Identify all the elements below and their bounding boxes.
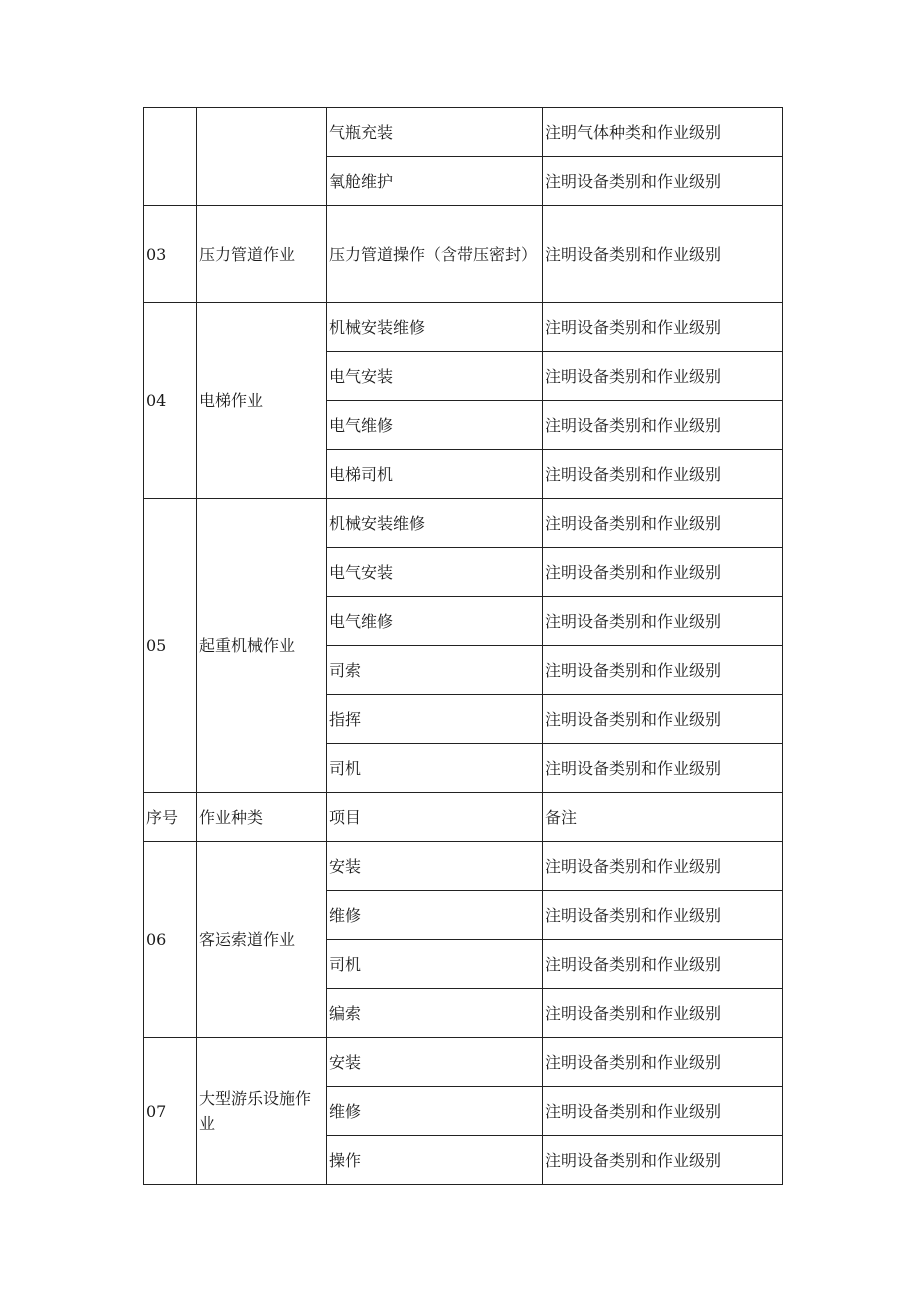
note-cell: 注明气体种类和作业级别 bbox=[543, 108, 783, 157]
note-cell: 注明设备类别和作业级别 bbox=[543, 940, 783, 989]
note-cell: 注明设备类别和作业级别 bbox=[543, 401, 783, 450]
note-cell: 注明设备类别和作业级别 bbox=[543, 1087, 783, 1136]
item-cell: 气瓶充装 bbox=[327, 108, 543, 157]
note-cell: 注明设备类别和作业级别 bbox=[543, 989, 783, 1038]
category-cell bbox=[197, 108, 327, 206]
note-cell: 注明设备类别和作业级别 bbox=[543, 352, 783, 401]
note-cell: 注明设备类别和作业级别 bbox=[543, 206, 783, 303]
note-cell: 注明设备类别和作业级别 bbox=[543, 1136, 783, 1185]
note-cell: 注明设备类别和作业级别 bbox=[543, 499, 783, 548]
item-cell: 安装 bbox=[327, 1038, 543, 1087]
category-cell: 起重机械作业 bbox=[197, 499, 327, 793]
item-cell: 电气安装 bbox=[327, 548, 543, 597]
note-cell: 注明设备类别和作业级别 bbox=[543, 744, 783, 793]
note-cell: 注明设备类别和作业级别 bbox=[543, 597, 783, 646]
table-row bbox=[144, 1038, 783, 1087]
item-cell: 司索 bbox=[327, 646, 543, 695]
note-cell: 注明设备类别和作业级别 bbox=[543, 548, 783, 597]
row-number-cell bbox=[144, 108, 197, 206]
item-cell: 电气维修 bbox=[327, 401, 543, 450]
item-cell: 电梯司机 bbox=[327, 450, 543, 499]
item-cell: 机械安装维修 bbox=[327, 303, 543, 352]
work-category-table bbox=[143, 107, 783, 1185]
category-cell: 大型游乐设施作业 bbox=[197, 1038, 327, 1185]
table-row bbox=[144, 108, 783, 157]
note-cell: 注明设备类别和作业级别 bbox=[543, 646, 783, 695]
item-cell: 机械安装维修 bbox=[327, 499, 543, 548]
item-cell: 司机 bbox=[327, 744, 543, 793]
table-row bbox=[144, 842, 783, 891]
row-number-cell: 04 bbox=[144, 303, 197, 499]
table-header-row bbox=[144, 793, 783, 842]
row-number-cell: 03 bbox=[144, 206, 197, 303]
note-cell: 注明设备类别和作业级别 bbox=[543, 1038, 783, 1087]
table-row bbox=[144, 499, 783, 548]
item-cell: 操作 bbox=[327, 1136, 543, 1185]
header-item: 项目 bbox=[327, 793, 543, 842]
category-cell: 电梯作业 bbox=[197, 303, 327, 499]
row-number-cell: 05 bbox=[144, 499, 197, 793]
note-cell: 注明设备类别和作业级别 bbox=[543, 695, 783, 744]
header-no: 序号 bbox=[144, 793, 197, 842]
note-cell: 注明设备类别和作业级别 bbox=[543, 842, 783, 891]
note-cell: 注明设备类别和作业级别 bbox=[543, 450, 783, 499]
note-cell: 注明设备类别和作业级别 bbox=[543, 303, 783, 352]
row-number-cell: 07 bbox=[144, 1038, 197, 1185]
note-cell: 注明设备类别和作业级别 bbox=[543, 891, 783, 940]
item-cell: 维修 bbox=[327, 891, 543, 940]
item-cell: 指挥 bbox=[327, 695, 543, 744]
category-cell: 压力管道作业 bbox=[197, 206, 327, 303]
item-cell: 维修 bbox=[327, 1087, 543, 1136]
item-cell: 压力管道操作（含带压密封） bbox=[327, 206, 543, 303]
header-note: 备注 bbox=[543, 793, 783, 842]
table-row bbox=[144, 206, 783, 303]
item-cell: 电气安装 bbox=[327, 352, 543, 401]
category-cell: 客运索道作业 bbox=[197, 842, 327, 1038]
note-cell: 注明设备类别和作业级别 bbox=[543, 157, 783, 206]
header-category: 作业种类 bbox=[197, 793, 327, 842]
item-cell: 安装 bbox=[327, 842, 543, 891]
item-cell: 氧舱维护 bbox=[327, 157, 543, 206]
item-cell: 司机 bbox=[327, 940, 543, 989]
item-cell: 编索 bbox=[327, 989, 543, 1038]
table-row bbox=[144, 303, 783, 352]
row-number-cell: 06 bbox=[144, 842, 197, 1038]
item-cell: 电气维修 bbox=[327, 597, 543, 646]
